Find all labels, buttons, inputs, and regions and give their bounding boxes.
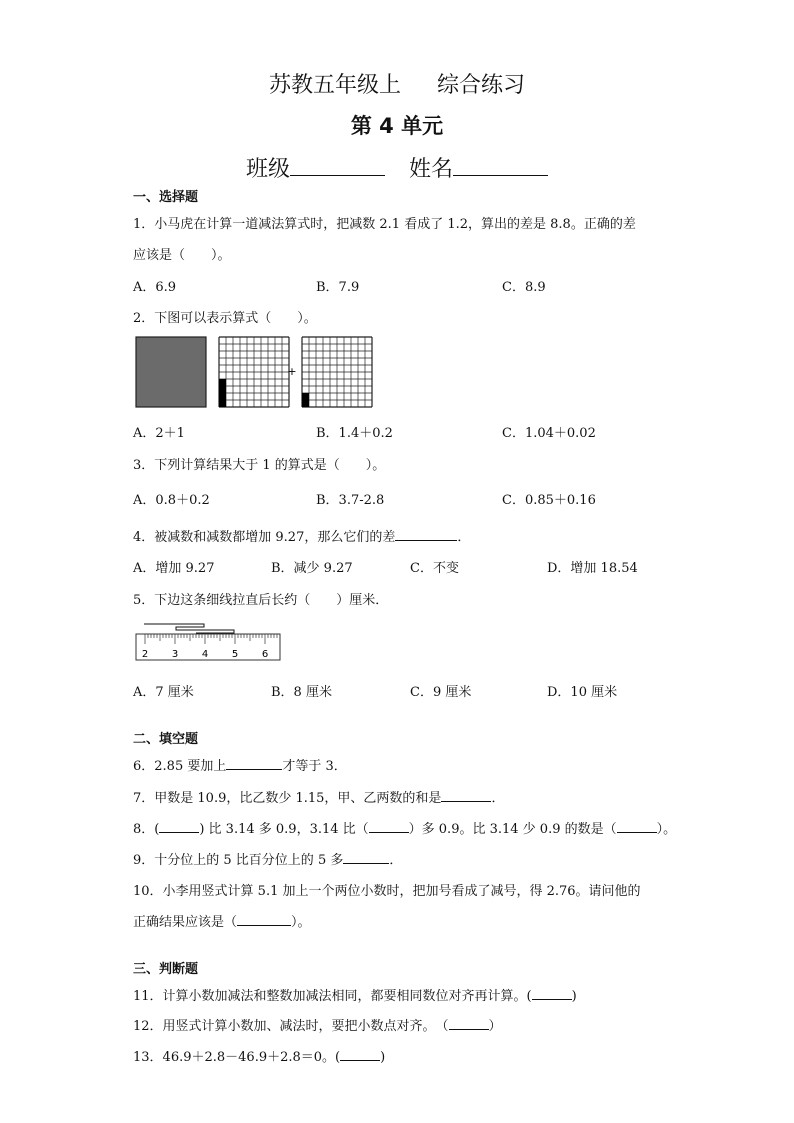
q5-option-b[interactable]: B．8 厘米 — [271, 685, 332, 700]
q2-figure — [135, 336, 375, 410]
shaded-cells — [302, 393, 309, 407]
q6-blank[interactable] — [226, 757, 282, 770]
q8-blank-1[interactable] — [159, 820, 199, 833]
ruler-label-6: 6 — [261, 649, 269, 660]
section-judge-heading: 三、判断题 — [133, 962, 199, 977]
q8-part4: ）。 — [656, 822, 677, 837]
q2-option-c[interactable]: C．1.04＋0.02 — [502, 426, 596, 441]
ruler-label-4: 4 — [201, 649, 209, 660]
q6-text — [133, 755, 347, 774]
q4-option-d[interactable]: D．增加 18.54 — [547, 561, 638, 576]
q12-blank[interactable] — [449, 1017, 489, 1030]
q10-line1: 10．小李用竖式计算 5.1 加上一个两位小数时，把加号看成了减号，得 2.76。请问他的 — [133, 884, 641, 899]
q4-text-after: ． — [457, 530, 471, 545]
q1-line1: 1．小马虎在计算一道减法算式时，把减数 2.1 看成了 1.2，算出的差是 8.8。正确的差 — [133, 217, 636, 232]
q4-text — [133, 526, 470, 545]
q3-option-c[interactable]: C．0.85＋0.16 — [502, 493, 596, 508]
q8-blank-2[interactable] — [369, 820, 409, 833]
q9-after: ． — [389, 853, 403, 868]
q5-option-d[interactable]: D．10 厘米 — [547, 685, 618, 700]
q3-option-a[interactable]: A．0.8＋0.2 — [133, 493, 210, 508]
q4-option-a[interactable]: A．增加 9.27 — [133, 561, 215, 576]
q7-text — [133, 787, 504, 806]
q8-part2: ) 比 3.14 多 0.9，3.14 比（ — [199, 822, 369, 837]
q10-blank[interactable] — [237, 913, 291, 926]
q10-line2 — [133, 911, 311, 930]
q11-before: 11．计算小数加减法和整数加减法相同，都要相同数位对齐再计算。( — [133, 989, 532, 1004]
section-fill-heading: 二、填空题 — [133, 732, 199, 747]
unit-title: 第 4 单元 — [350, 114, 444, 138]
ruler-label-2: 2 — [141, 649, 149, 660]
q5-ruler-figure — [134, 620, 284, 664]
q6-before: 6．2.85 要加上 — [133, 759, 227, 774]
q6-after: 才等于 3． — [282, 759, 347, 774]
q2-plus-sign: + — [287, 365, 297, 378]
shaded-cells — [219, 379, 226, 407]
q9-text — [133, 849, 402, 868]
q13-blank[interactable] — [340, 1048, 380, 1061]
q1-option-b[interactable]: B．7.9 — [316, 280, 360, 295]
q2-option-b[interactable]: B．1.4＋0.2 — [316, 426, 393, 441]
name-label: 姓名 — [409, 157, 454, 182]
q12-before: 12．用竖式计算小数加、减法时，要把小数点对齐。 （ — [133, 1019, 449, 1034]
q13-text — [133, 1046, 385, 1065]
q2-text: 2．下图可以表示算式（ ）。 — [133, 311, 317, 326]
q11-after: ) — [571, 989, 577, 1004]
q1-line2: 应该是（ ）。 — [133, 248, 231, 263]
q5-option-a[interactable]: A．7 厘米 — [133, 685, 194, 700]
ruler-label-3: 3 — [171, 649, 179, 660]
q8-part3: ）多 0.9。比 3.14 少 0.9 的数是（ — [408, 822, 617, 837]
q9-before: 9．十分位上的 5 比百分位上的 5 多 — [133, 853, 344, 868]
q1-option-c[interactable]: C．8.9 — [502, 280, 546, 295]
class-label: 班级 — [245, 157, 290, 182]
worksheet-title — [0, 68, 794, 99]
q4-blank[interactable] — [395, 528, 457, 541]
q12-text — [133, 1015, 502, 1034]
q4-option-b[interactable]: B．减少 9.27 — [271, 561, 353, 576]
q7-before: 7．甲数是 10.9，比乙数少 1.15，甲、乙两数的和是 — [133, 791, 442, 806]
q3-option-b[interactable]: B．3.7-2.8 — [316, 493, 385, 508]
q10-after: ）。 — [291, 915, 311, 930]
ruler-label-5: 5 — [231, 649, 239, 660]
q8-part1: 8．( — [133, 822, 160, 837]
q2-option-a[interactable]: A．2＋1 — [133, 426, 185, 441]
q1-option-a[interactable]: A．6.9 — [133, 280, 177, 295]
q13-after: ) — [380, 1050, 386, 1065]
name-blank[interactable] — [453, 155, 548, 176]
q12-after: ） — [488, 1019, 502, 1034]
q13-before: 13．46.9＋2.8－46.9＋2.8＝0。( — [133, 1050, 341, 1065]
title-practice: 综合练习 — [437, 73, 526, 98]
q3-text: 3．下列计算结果大于 1 的算式是（ ）。 — [133, 458, 386, 473]
q5-option-c[interactable]: C．9 厘米 — [410, 685, 472, 700]
section-choice-heading: 一、选择题 — [133, 190, 199, 205]
q5-thread — [144, 624, 234, 633]
student-info — [0, 152, 794, 183]
q2-grid-right — [302, 337, 372, 407]
q11-text — [133, 985, 577, 1004]
q2-grid-left — [219, 337, 289, 407]
q10-before: 正确结果应该是（ — [133, 915, 238, 930]
title-grade: 苏教五年级上 — [268, 73, 401, 98]
q2-whole-square — [136, 337, 206, 407]
q9-blank[interactable] — [343, 851, 389, 864]
q4-option-c[interactable]: C．不变 — [410, 561, 459, 576]
q8-blank-3[interactable] — [617, 820, 657, 833]
q4-text-before: 4．被减数和减数都增加 9.27，那么它们的差 — [133, 530, 396, 545]
q7-blank[interactable] — [441, 789, 491, 802]
q5-text: 5．下边这条细线拉直后长约（ ）厘米． — [133, 593, 389, 608]
class-blank[interactable] — [290, 155, 385, 176]
q7-after: ． — [491, 791, 505, 806]
q8-text — [133, 818, 676, 837]
q11-blank[interactable] — [532, 987, 572, 1000]
